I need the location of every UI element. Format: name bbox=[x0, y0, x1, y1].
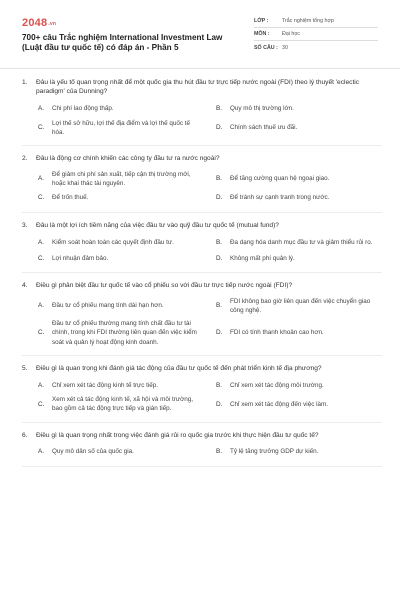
answer-text: Lợi nhuận đảm bảo. bbox=[52, 254, 109, 262]
answer-option-c[interactable] bbox=[38, 319, 204, 347]
answer-option-a[interactable] bbox=[38, 103, 204, 115]
answer-text: Để giảm chi phí sản xuất, tiếp cận thị trường mới, hoặc khai thác tài nguyên. bbox=[52, 170, 191, 187]
meta-row-count bbox=[254, 41, 378, 54]
answer-option-b[interactable] bbox=[216, 103, 382, 115]
answer-text: Để tránh sự cạnh tranh trong nước. bbox=[230, 194, 330, 202]
answer-letter: D. bbox=[216, 194, 223, 202]
question-number: 3. bbox=[22, 222, 28, 230]
answer-option-c[interactable] bbox=[38, 252, 204, 264]
answer-letter: D. bbox=[216, 329, 223, 337]
answer-option-b[interactable] bbox=[216, 170, 382, 188]
meta-value: Trắc nghiệm tổng hợp bbox=[282, 18, 334, 24]
answer-text: Đầu tư cổ phiếu thường mang tính chất đầu tư tài chính, trong khi FDI thường liên quan đến việc kiểm soát và quản lý hoạt động kinh doanh. bbox=[52, 320, 197, 346]
answer-text: Kiểm soát hoàn toàn các quyết định đầu tư. bbox=[52, 238, 174, 246]
answer-text: Chỉ xem xét tác động kinh tế trực tiếp. bbox=[52, 381, 159, 389]
answer-letter: B. bbox=[216, 175, 223, 183]
question-number: 6. bbox=[22, 431, 28, 439]
answer-letter: C. bbox=[38, 194, 45, 202]
question-2 bbox=[22, 154, 382, 213]
meta-label: LỚP : bbox=[254, 18, 269, 24]
question-text: Đâu là yếu tố quan trọng nhất để một quốc gia thu hút đầu tư trực tiếp nước ngoài (FDI) theo lý thuyết 'eclectic paradigm' của Dunning? bbox=[36, 79, 360, 96]
answer-option-c[interactable] bbox=[38, 192, 204, 204]
answer-option-a[interactable] bbox=[38, 379, 204, 391]
meta-row-class bbox=[254, 15, 378, 28]
answer-letter: A. bbox=[38, 238, 45, 246]
answer-text: Chính sách thuế ưu đãi. bbox=[230, 124, 298, 132]
answer-text: Để trốn thuế. bbox=[52, 194, 89, 202]
answer-letter: A. bbox=[38, 302, 45, 310]
meta-table bbox=[254, 15, 378, 54]
question-4 bbox=[22, 281, 382, 355]
answer-option-c[interactable] bbox=[38, 119, 204, 137]
answer-letter: B. bbox=[216, 381, 223, 389]
question-1 bbox=[22, 78, 382, 146]
meta-value: 30 bbox=[282, 44, 288, 51]
answer-letter: D. bbox=[216, 400, 223, 408]
answer-letter: A. bbox=[38, 175, 45, 183]
meta-row-subject bbox=[254, 28, 378, 41]
answer-grid bbox=[22, 297, 382, 347]
answer-text: Xem xét cả tác động kinh tế, xã hội và môi trường, bao gồm cả tác động trực tiếp và gián tiếp. bbox=[52, 396, 193, 413]
answer-option-b[interactable] bbox=[216, 446, 382, 458]
question-text: Điều gì phân biệt đầu tư quốc tế vào cổ phiếu so với đầu tư trực tiếp nước ngoài (FDI)? bbox=[36, 282, 293, 290]
answer-option-a[interactable] bbox=[38, 170, 204, 188]
question-6 bbox=[22, 431, 382, 467]
header-divider bbox=[0, 68, 400, 69]
question-text: Điều gì là quan trọng khi đánh giá tác động của đầu tư quốc tế đến phát triển kinh tế địa phương? bbox=[36, 364, 322, 372]
answer-option-d[interactable] bbox=[216, 252, 382, 264]
answer-option-b[interactable] bbox=[216, 379, 382, 391]
answer-letter: D. bbox=[216, 254, 223, 262]
answer-letter: C. bbox=[38, 254, 45, 262]
question-number: 4. bbox=[22, 282, 28, 290]
answer-text: Quy mô thị trường lớn. bbox=[230, 105, 294, 113]
answer-letter: C. bbox=[38, 329, 45, 337]
answer-letter: D. bbox=[216, 124, 223, 132]
answer-letter: B. bbox=[216, 238, 223, 246]
question-5 bbox=[22, 364, 382, 423]
answer-text: Chỉ xem xét tác động môi trường. bbox=[230, 381, 324, 389]
answer-text: FDI không bao giờ liên quan đến việc chuyển giao công nghệ. bbox=[230, 297, 371, 315]
meta-label: MÔN : bbox=[254, 31, 270, 37]
question-number: 5. bbox=[22, 364, 28, 372]
site-logo[interactable]: 2048.vn bbox=[22, 17, 57, 29]
answer-text: Tỷ lệ tăng trưởng GDP dự kiến. bbox=[230, 448, 319, 456]
answer-text: FDI có tính thanh khoản cao hơn. bbox=[230, 329, 324, 337]
answer-option-d[interactable] bbox=[216, 119, 382, 137]
answer-option-d[interactable] bbox=[216, 319, 382, 347]
answer-grid bbox=[22, 170, 382, 204]
answer-letter: A. bbox=[38, 448, 45, 456]
document-title: 700+ câu Trắc nghiệm International Investment Law (Luật đầu tư quốc tế) có đáp án - Phần 5 bbox=[22, 33, 223, 52]
answer-grid bbox=[22, 236, 382, 264]
answer-text: Để tăng cường quan hệ ngoại giao. bbox=[230, 175, 330, 183]
answer-option-a[interactable] bbox=[38, 236, 204, 248]
answer-option-c[interactable] bbox=[38, 395, 204, 413]
answer-text: Quy mô dân số của quốc gia. bbox=[52, 448, 134, 456]
answer-text: Đầu tư cổ phiếu mang tính dài hạn hơn. bbox=[52, 302, 164, 310]
question-number: 2. bbox=[22, 155, 28, 163]
question-3 bbox=[22, 221, 382, 273]
answer-text: Chi phí lao động thấp. bbox=[52, 105, 114, 113]
answer-letter: B. bbox=[216, 302, 223, 310]
answer-grid bbox=[22, 103, 382, 137]
answer-grid bbox=[22, 446, 382, 458]
answer-text: Không mất phí quản lý. bbox=[230, 254, 295, 262]
answer-letter: B. bbox=[216, 105, 223, 113]
answer-letter: A. bbox=[38, 105, 45, 113]
question-text: Điều gì là quan trọng nhất trong việc đánh giá rủi ro quốc gia trước khi thực hiện đầu tư quốc tế? bbox=[36, 431, 319, 439]
answer-text: Lợi thế sở hữu, lợi thế địa điểm và lợi thế quốc tế hóa. bbox=[52, 119, 190, 137]
answer-letter: C. bbox=[38, 124, 45, 132]
answer-text: Chỉ xem xét tác động đến việc làm. bbox=[230, 400, 328, 408]
question-number: 1. bbox=[22, 79, 28, 86]
answer-option-b[interactable] bbox=[216, 236, 382, 248]
answer-option-b[interactable] bbox=[216, 297, 382, 315]
meta-value: Đại học bbox=[282, 31, 300, 37]
answer-option-a[interactable] bbox=[38, 446, 204, 458]
question-text: Đâu là động cơ chính khiến các công ty đầu tư ra nước ngoài? bbox=[36, 155, 220, 163]
answer-letter: B. bbox=[216, 448, 223, 456]
question-list bbox=[22, 78, 382, 475]
meta-label: SỐ CÂU : bbox=[254, 44, 278, 51]
answer-option-d[interactable] bbox=[216, 192, 382, 204]
question-text: Đâu là một lợi ích tiềm năng của việc đầu tư vào quỹ đầu tư quốc tế (mutual fund)? bbox=[36, 222, 279, 230]
answer-text: Đa dạng hóa danh mục đầu tư và giảm thiểu rủi ro. bbox=[230, 238, 373, 246]
answer-option-d[interactable] bbox=[216, 395, 382, 413]
answer-letter: C. bbox=[38, 400, 45, 408]
answer-letter: A. bbox=[38, 381, 45, 389]
answer-grid bbox=[22, 379, 382, 413]
answer-option-a[interactable] bbox=[38, 297, 204, 315]
document-header bbox=[0, 0, 400, 68]
